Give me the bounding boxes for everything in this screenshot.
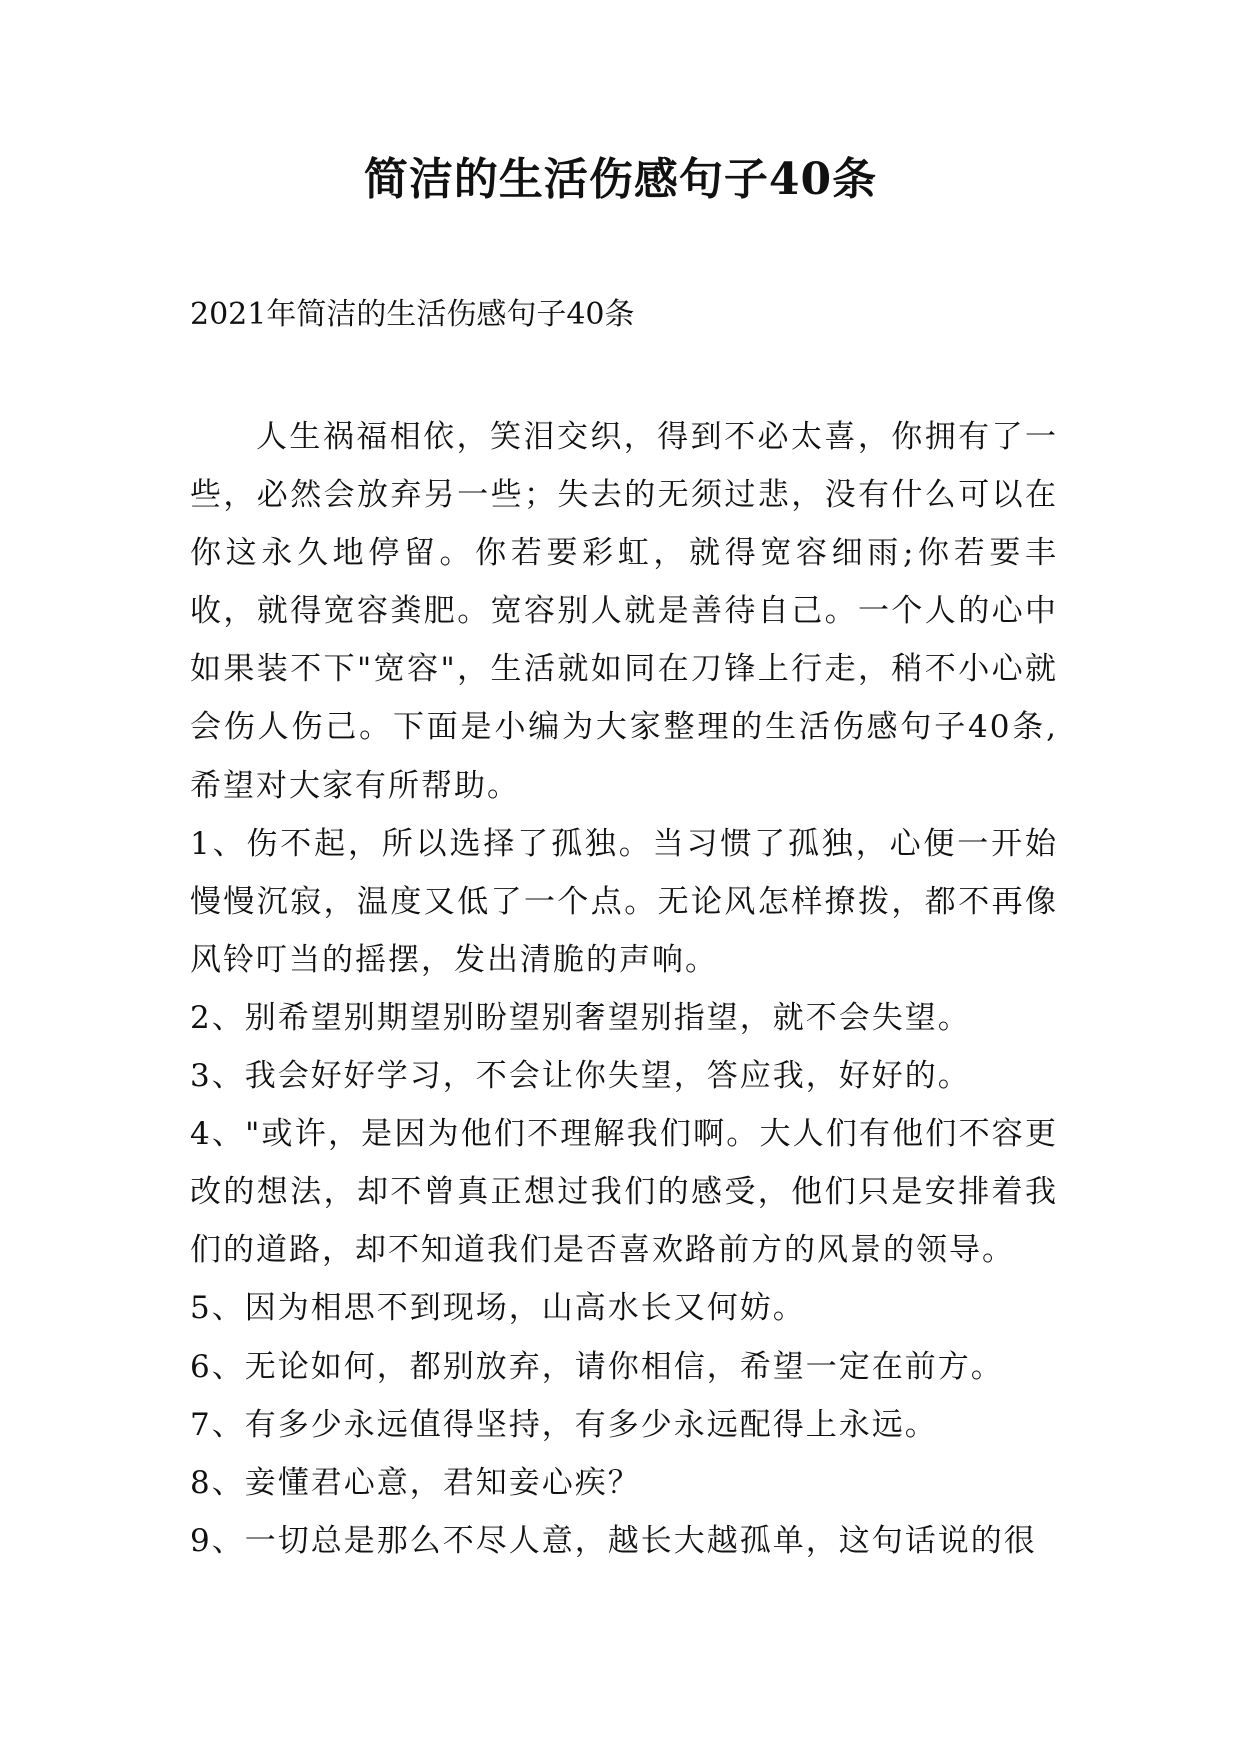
list-item-8: 8、妾懂君心意，君知妾心疾？: [190, 1464, 641, 1501]
intro-paragraph: 人生祸福相依，笑泪交织，得到不必太喜，你拥有了一些，必然会放弃另一些；失去的无须过悲，没有什么可以在你这永久地停留。你若要彩虹，就得宽容细雨;你若要丰收，就得宽容粪肥。宽容别人就是善待自己。一个人的心中如果装不下"宽容"，生活就如同在刀锋上行走，稍不小心就会伤人伤己。下面是小编为大家整理的生活伤感句子40条,希望对大家有所帮助。: [190, 419, 1058, 804]
document-body: [190, 408, 1058, 1570]
list-item-5: 5、因为相思不到现场，山高水长又何妨。: [190, 1290, 806, 1327]
list-item-6: 6、无论如何，都别放弃，请你相信，希望一定在前方。: [190, 1348, 1004, 1385]
list-item-7: 7、有多少永远值得坚持，有多少永远配得上永远。: [190, 1406, 938, 1443]
document-title: 简洁的生活伤感句子40条: [363, 154, 878, 205]
list-item-3: 3、我会好好学习，不会让你失望，答应我，好好的。: [190, 1058, 971, 1095]
document-subtitle: 2021年简洁的生活伤感句子40条: [190, 297, 635, 332]
list-item-1: 1、伤不起，所以选择了孤独。当习惯了孤独，心便一开始慢慢沉寂，温度又低了一个点。无论风怎样撩拨，都不再像风铃叮当的摇摆，发出清脆的声响。: [190, 825, 1058, 978]
list-item-4: 4、"或许，是因为他们不理解我们啊。大人们有他们不容更改的想法，却不曾真正想过我们的感受，他们只是安排着我们的道路，却不知道我们是否喜欢路前方的风景的领导。: [190, 1116, 1058, 1269]
list-item-9: 9、一切总是那么不尽人意，越长大越孤单，这句话说的很: [190, 1522, 1037, 1559]
list-item-2: 2、别希望别期望别盼望别奢望别指望，就不会失望。: [190, 999, 971, 1036]
